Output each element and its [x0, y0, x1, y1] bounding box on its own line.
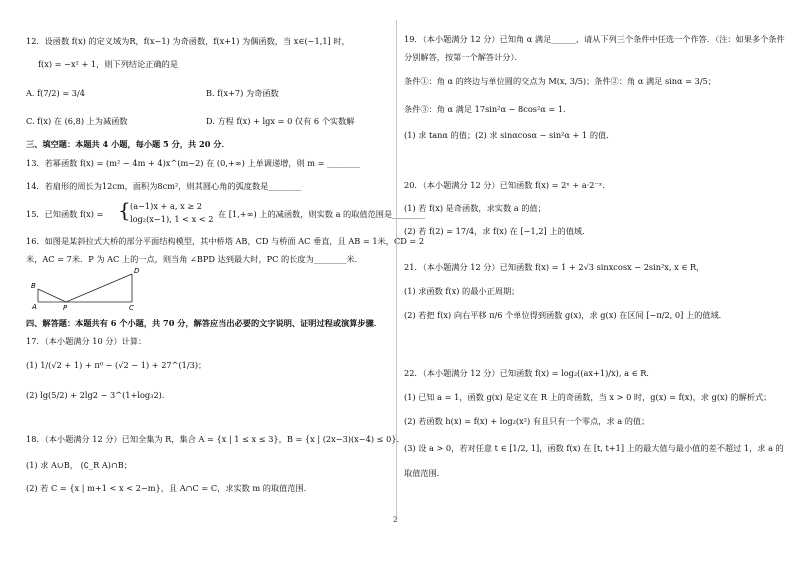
- q16-line1: 16．如图是某斜拉式大桥的部分平面结构模型，其中桥塔 AB，CD 与桥面 AC 垂直，且 AB = 1米，CD = 2: [26, 236, 425, 246]
- q19-ask: (1) 求 tanα 的值；(2) 求 sinαcosα − sin²α + 1 的值．: [404, 130, 615, 140]
- q12-option-d: D. 方程 f(x) + lgx = 0 仅有 6 个实数解: [206, 116, 355, 126]
- cable-pd: [66, 274, 132, 302]
- q19-line1: 19．（本小题满分 12 分）已知角 α 满足______，请从下列三个条件中任选一个作答．（注：如果多个条件: [404, 34, 785, 44]
- q18-line1: 18．（本小题满分 12 分）已知全集为 R，集合 A = {x | 1 ≤ x ≤ 3}，B = {x | (2x−3)(x−4) ≤ 0}．: [26, 434, 405, 444]
- bridge-diagram: [28, 264, 148, 312]
- q20-part2: (2) 若 f(2) = 17/4，求 f(x) 在 [−1,2] 上的值域．: [404, 226, 591, 236]
- section-3-heading: 三、填空题：本题共 4 小题，每小题 5 分，共 20 分．: [26, 139, 230, 149]
- q18-part2: (2) 若 C = {x | m+1 < x < 2−m}，且 A∩C = C，求实数 m 的取值范围．: [26, 483, 312, 493]
- q19-condition-1-2: 条件①：角 α 的终边与单位圆的交点为 M(x, 3/5)；条件②：角 α 满足 sinα = 3/5；: [404, 76, 716, 86]
- q16-line2: 米，AC = 7米．P 为 AC 上的一点，则当角 ∠BPD 达到最大时，PC 的长度为________米．: [26, 254, 363, 264]
- q22-part2: (2) 若函数 h(x) = f(x) + log₂(x²) 有且只有一个零点，求 a 的值；: [404, 416, 650, 426]
- q19-condition-3: 条件③：角 α 满足 17sin²α − 8cos²α = 1．: [404, 104, 572, 114]
- q17-title: 17．（本小题满分 10 分）计算：: [26, 336, 147, 346]
- section-4-heading: 四、解答题：本题共有 6 个小题，共 70 分，解答应当出必要的文字说明、证明过程或演算步骤．: [26, 318, 382, 328]
- q21-part2: (2) 若把 f(x) 向右平移 π/6 个单位得到函数 g(x)，求 g(x) 在区间 [−π/2, 0] 上的值域．: [404, 310, 727, 320]
- q22-part1: (1) 已知 a = 1，函数 g(x) 是定义在 R 上的奇函数，当 x > 0 时，g(x) = f(x)，求 g(x) 的解析式；: [404, 392, 772, 402]
- column-divider: [396, 20, 397, 520]
- q17-part1: (1) 1/(√2 + 1) + π⁰ − (√2 − 1) + 27^(1/3)；: [26, 360, 207, 370]
- q12-option-c: C. f(x) 在 (6,8) 上为减函数: [26, 116, 128, 126]
- q19-line2: 分别解答，按第一个解答计分）．: [404, 52, 523, 62]
- q22-part4: 取值范围．: [404, 468, 445, 478]
- q20-line1: 20．（本小题满分 12 分）已知函数 f(x) = 2ˣ + a·2⁻ˣ．: [404, 180, 611, 190]
- q20-part1: (1) 若 f(x) 是奇函数，求实数 a 的值；: [404, 203, 546, 213]
- label-b: B: [31, 282, 36, 290]
- q21-line1: 21．（本小题满分 12 分）已知函数 f(x) = 1 + 2√3 sinxcosx − 2sin²x, x ∈ R，: [404, 262, 705, 272]
- q22-part3: (3) 设 a > 0，若对任意 t ∈ [1/2, 1]，函数 f(x) 在 [t, t+1] 上的最大值与最小值的差不超过 1，求 a 的: [404, 443, 784, 453]
- label-a: A: [32, 303, 37, 311]
- cable-bp: [38, 289, 66, 302]
- q13: 13．若幂函数 f(x) = (m² − 4m + 4)x^(m−2) 在 (0,+∞) 上单调递增，则 m = ________: [26, 158, 360, 168]
- q21-part1: (1) 求函数 f(x) 的最小正周期；: [404, 286, 520, 296]
- q12-line2: f(x) = −x² + 1，则下列结论正确的是: [38, 59, 179, 69]
- q15-case2: log₂(x−1), 1 < x < 2: [130, 214, 214, 224]
- q15-case1: (a−1)x + a, x ≥ 2: [130, 201, 203, 211]
- q15-suffix: 在 [1,+∞) 上的减函数，则实数 a 的取值范围是________: [218, 209, 425, 219]
- q12-option-b: B. f(x+7) 为奇函数: [206, 88, 279, 98]
- q14: 14．若扇形的周长为12cm，面积为8cm²，则其圆心角的弧度数是________: [26, 181, 302, 191]
- label-d: D: [134, 267, 140, 275]
- page-number: 2: [393, 516, 398, 524]
- q17-part2: (2) lg(5/2) + 2lg2 − 3^(1+log₃2)．: [26, 390, 171, 400]
- q22-line1: 22．（本小题满分 12 分）已知函数 f(x) = log₂((ax+1)/x), a ∈ R．: [404, 368, 655, 378]
- q15-prefix: 15．已知函数 f(x) =: [26, 209, 104, 219]
- q15-brace: {: [118, 198, 131, 222]
- q18-part1: (1) 求 A∪B， (∁_R A)∩B；: [26, 460, 133, 470]
- q12-line1: 12．设函数 f(x) 的定义域为R，f(x−1) 为奇函数，f(x+1) 为偶函数，当 x∈(−1,1] 时，: [26, 36, 350, 46]
- q12-option-a: A. f(7/2) = 3/4: [26, 88, 85, 98]
- label-c: C: [129, 304, 134, 312]
- label-p: P: [63, 304, 68, 312]
